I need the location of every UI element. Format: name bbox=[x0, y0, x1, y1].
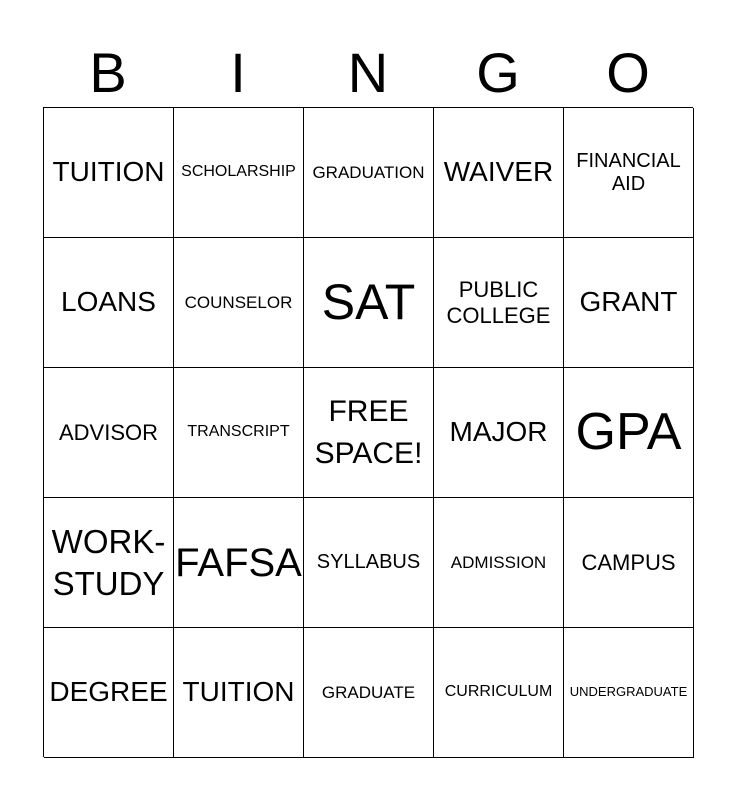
bingo-cell: PUBLIC COLLEGE bbox=[434, 238, 564, 368]
bingo-cell: MAJOR bbox=[434, 368, 564, 498]
bingo-cell: LOANS bbox=[44, 238, 174, 368]
bingo-board bbox=[43, 107, 693, 757]
header-letter-o: O bbox=[606, 41, 650, 104]
bingo-header bbox=[43, 40, 693, 106]
bingo-cell: GRADUATION bbox=[304, 108, 434, 238]
bingo-cell: TRANSCRIPT bbox=[174, 368, 304, 498]
bingo-cell: WORK- STUDY bbox=[44, 498, 174, 628]
bingo-cell: FAFSA bbox=[174, 498, 304, 628]
bingo-cell: GPA bbox=[564, 368, 694, 498]
bingo-cell: FREE SPACE! bbox=[304, 368, 434, 498]
header-letter-g: G bbox=[476, 41, 520, 104]
bingo-cell: CURRICULUM bbox=[434, 628, 564, 758]
bingo-cell: CAMPUS bbox=[564, 498, 694, 628]
header-letter-i: I bbox=[230, 41, 246, 104]
bingo-cell: TUITION bbox=[174, 628, 304, 758]
bingo-cell: ADMISSION bbox=[434, 498, 564, 628]
bingo-cell: SCHOLARSHIP bbox=[174, 108, 304, 238]
bingo-cell: ADVISOR bbox=[44, 368, 174, 498]
bingo-cell: UNDERGRADUATE bbox=[564, 628, 694, 758]
header-letter-n: N bbox=[347, 41, 389, 104]
bingo-cell: TUITION bbox=[44, 108, 174, 238]
bingo-cell: WAIVER bbox=[434, 108, 564, 238]
bingo-cell: SAT bbox=[304, 238, 434, 368]
bingo-cell: GRADUATE bbox=[304, 628, 434, 758]
bingo-cell: SYLLABUS bbox=[304, 498, 434, 628]
bingo-cell: FINANCIAL AID bbox=[564, 108, 694, 238]
header-letter-b: B bbox=[89, 41, 127, 104]
bingo-cell: DEGREE bbox=[44, 628, 174, 758]
bingo-cell: COUNSELOR bbox=[174, 238, 304, 368]
bingo-cell: GRANT bbox=[564, 238, 694, 368]
